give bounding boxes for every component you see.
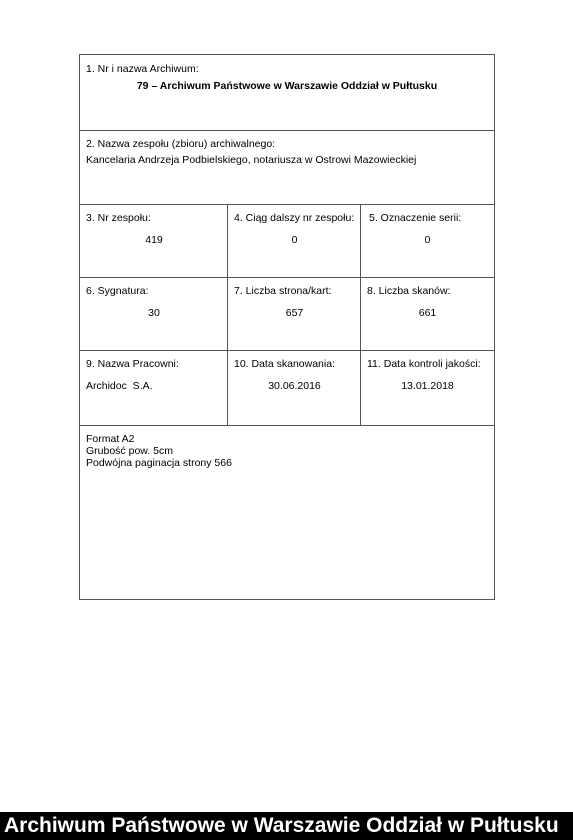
signature-cell bbox=[80, 277, 228, 350]
workshop-value: Archidoc S.A. bbox=[86, 380, 153, 392]
scan-date-value: 30.06.2016 bbox=[268, 380, 321, 392]
fonds-continuation-value: 0 bbox=[291, 234, 298, 246]
signature-label: 6. Sygnatura: bbox=[86, 285, 149, 297]
metadata-form-card bbox=[79, 54, 495, 600]
archive-value: 79 – Archiwum Państwowe w Warszawie Oddział w Pułtusku bbox=[136, 80, 438, 92]
column-divider bbox=[360, 204, 361, 425]
page-count-value: 657 bbox=[285, 307, 304, 319]
workshop-label: 9. Nazwa Pracowni: bbox=[86, 358, 179, 370]
note-line: Podwójna paginacja strony 566 bbox=[86, 457, 232, 469]
scan-count-label: 8. Liczba skanów: bbox=[367, 285, 451, 297]
scan-date-label: 10. Data skanowania: bbox=[234, 358, 335, 370]
workshop-cell bbox=[80, 350, 228, 425]
fonds-number-value: 419 bbox=[145, 234, 163, 246]
column-divider bbox=[227, 204, 228, 425]
scan-count-value: 661 bbox=[418, 307, 437, 319]
archive-label: 1. Nr i nazwa Archiwum: bbox=[86, 63, 199, 75]
scan-date-cell bbox=[228, 350, 361, 425]
series-designation-value: 0 bbox=[424, 234, 431, 246]
notes-cell bbox=[80, 425, 494, 599]
archive-cell bbox=[80, 55, 494, 130]
quality-date-cell bbox=[361, 350, 494, 425]
fonds-continuation-label: 4. Ciąg dalszy nr zespołu: bbox=[234, 212, 355, 224]
page-count-label: 7. Liczba strona/kart: bbox=[234, 285, 332, 297]
series-designation-label: 5. Oznaczenie serii: bbox=[369, 212, 462, 224]
fonds-number-cell bbox=[80, 204, 228, 277]
quality-date-label: 11. Data kontroli jakości: bbox=[367, 358, 481, 370]
page-count-cell bbox=[228, 277, 361, 350]
series-designation-cell bbox=[361, 204, 494, 277]
note-line: Grubość pow. 5cm bbox=[86, 445, 173, 457]
fonds-name-value: Kancelaria Andrzeja Podbielskiego, notariusza w Ostrowi Mazowieckiej bbox=[86, 154, 417, 166]
fonds-name-cell bbox=[80, 130, 494, 204]
signature-value: 30 bbox=[148, 307, 160, 319]
note-line: Format A2 bbox=[86, 433, 135, 445]
fonds-continuation-cell bbox=[228, 204, 361, 277]
fonds-name-label: 2. Nazwa zespołu (zbioru) archiwalnego: bbox=[86, 138, 276, 150]
quality-date-value: 13.01.2018 bbox=[401, 380, 454, 392]
fonds-number-label: 3. Nr zespołu: bbox=[86, 212, 151, 224]
footer-banner: Archiwum Państwowe w Warszawie Oddział w Pułtusku bbox=[0, 812, 573, 840]
notes-list bbox=[86, 433, 232, 469]
scan-count-cell bbox=[361, 277, 494, 350]
